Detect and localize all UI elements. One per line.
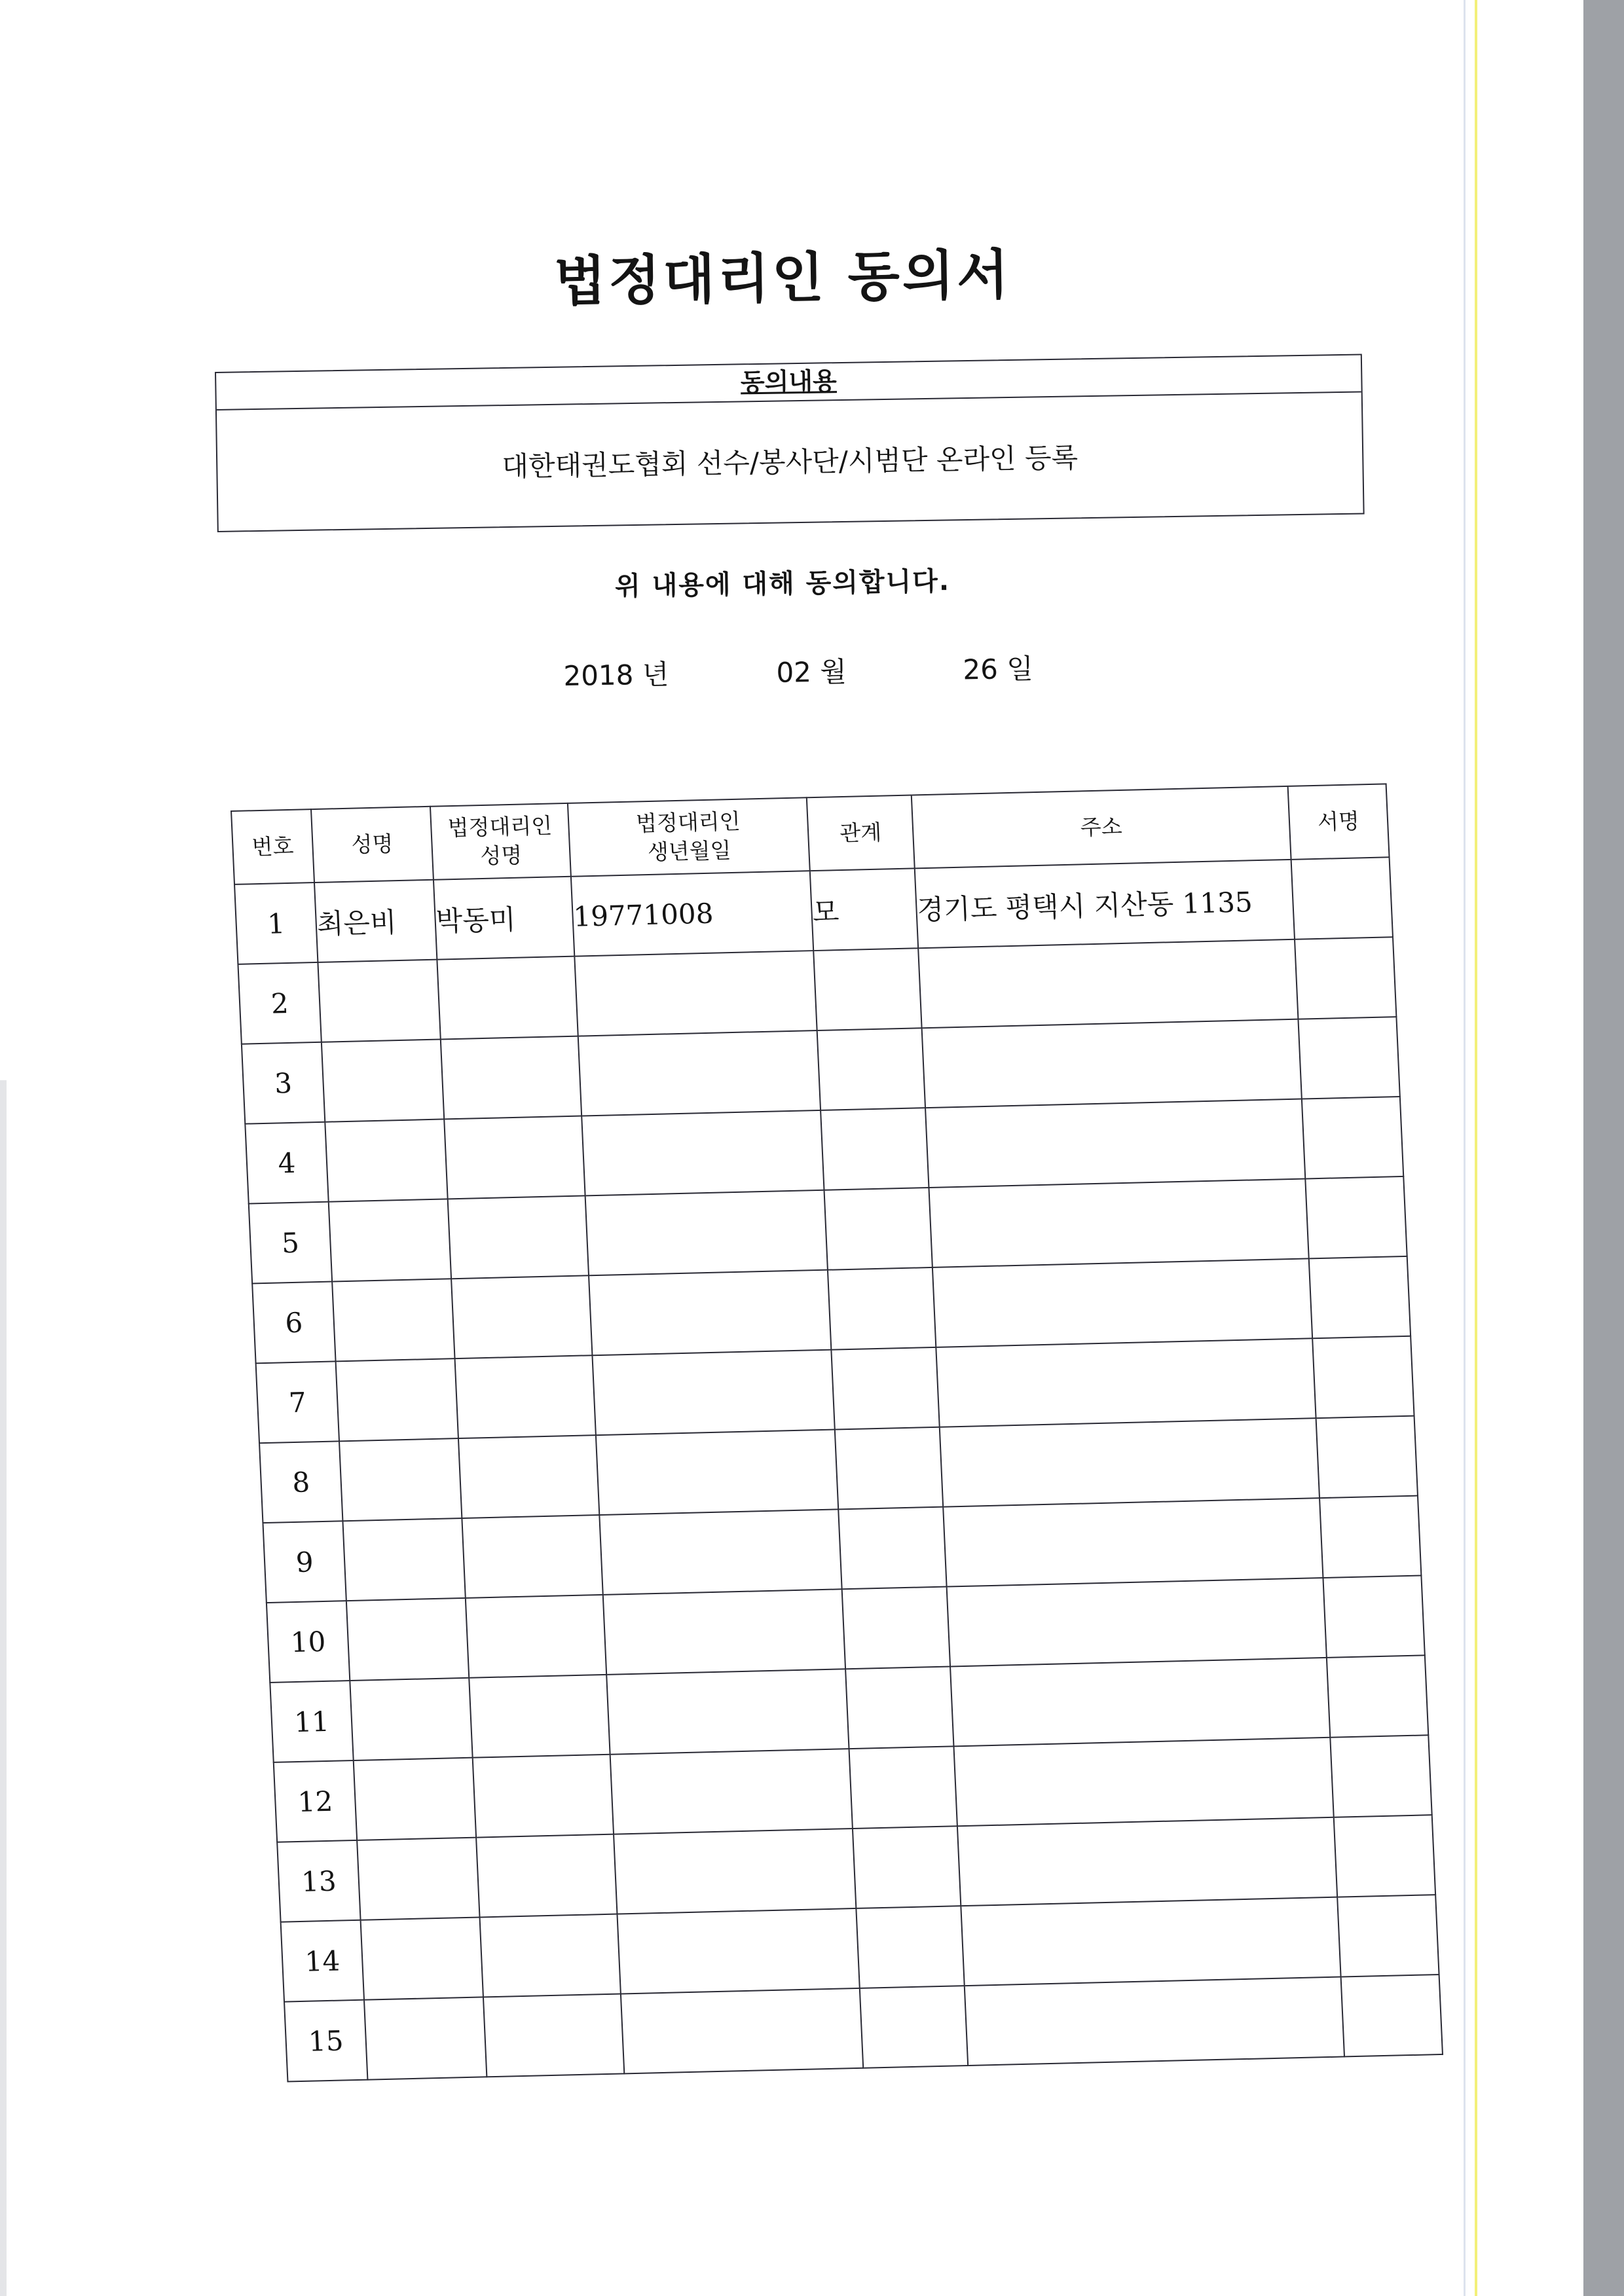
name-cell <box>342 1518 465 1601</box>
header-guardian-name-line1: 법정대리인 <box>447 812 553 841</box>
signature-cell <box>1295 937 1396 1019</box>
name-cell <box>350 1678 472 1760</box>
guardian-name-cell <box>444 1116 585 1199</box>
address-cell <box>925 1099 1305 1188</box>
guardian-birth-cell <box>589 1270 831 1356</box>
header-signature: 서명 <box>1288 784 1390 859</box>
guardian-name-cell <box>441 1036 581 1120</box>
guardian-name-cell <box>437 957 578 1040</box>
guardian-roster-table <box>231 783 1443 2082</box>
signature-cell <box>1316 1416 1418 1498</box>
guardian-name-cell <box>455 1355 596 1438</box>
relation-cell <box>845 1666 953 1749</box>
guardian-name-cell: 박동미 <box>434 877 574 960</box>
relation-cell <box>842 1587 950 1669</box>
guardian-name-cell <box>462 1515 602 1598</box>
guardian-birth-cell <box>585 1190 828 1276</box>
agree-statement: 위 내용에 대해 동의합니다. <box>614 566 951 602</box>
scan-edge-right <box>1583 0 1624 2296</box>
guardian-birth-cell <box>614 1829 856 1914</box>
guardian-birth-cell <box>581 1110 824 1196</box>
address-cell <box>943 1498 1323 1586</box>
name-cell <box>325 1119 447 1201</box>
date-day-value: 26 <box>963 653 999 686</box>
signature-cell <box>1302 1097 1403 1178</box>
name-cell <box>329 1199 451 1281</box>
address-cell <box>929 1178 1308 1267</box>
address-cell <box>918 939 1298 1028</box>
relation-cell <box>831 1347 939 1430</box>
guardian-birth-cell <box>596 1430 838 1516</box>
signature-cell <box>1334 1815 1435 1897</box>
guardian-name-cell <box>473 1755 614 1838</box>
guardian-name-cell <box>483 1994 624 2077</box>
row-number-cell: 7 <box>256 1361 339 1443</box>
relation-cell <box>828 1267 936 1350</box>
guardian-name-cell <box>451 1275 592 1358</box>
signature-cell <box>1337 1895 1439 1977</box>
relation-cell <box>853 1826 961 1908</box>
date-day-unit: 일 <box>1006 652 1034 685</box>
date-year <box>563 653 669 694</box>
header-relation: 관계 <box>807 795 915 871</box>
name-cell <box>336 1358 458 1441</box>
date-month <box>776 650 847 691</box>
guardian-birth-cell <box>603 1589 845 1675</box>
row-number-cell: 11 <box>270 1681 353 1762</box>
name-cell <box>354 1758 476 1840</box>
guardian-birth-cell <box>610 1749 853 1834</box>
signature-cell <box>1341 1975 1443 2056</box>
name-cell <box>364 1997 487 2079</box>
guardian-name-cell <box>458 1435 599 1518</box>
scan-fold-line <box>1464 0 1466 2296</box>
header-guardian-birth <box>568 797 810 877</box>
row-number-cell: 14 <box>281 1920 364 2002</box>
relation-cell <box>817 1028 925 1110</box>
guardian-name-cell <box>476 1834 617 1918</box>
relation-cell <box>849 1746 957 1829</box>
date-month-value: 02 <box>776 656 812 689</box>
header-guardian-birth-line2: 생년월일 <box>647 837 732 865</box>
address-cell <box>940 1418 1320 1506</box>
consent-body: 대한태권도협회 선수/봉사단/시범단 온라인 등록 <box>502 441 1079 483</box>
address-cell <box>961 1897 1340 1986</box>
relation-cell <box>835 1427 943 1510</box>
signature-cell <box>1309 1256 1411 1338</box>
guardian-birth-cell <box>617 1908 859 1994</box>
guardian-birth-cell: 19771008 <box>571 871 813 957</box>
relation-cell <box>821 1108 929 1190</box>
relation-cell <box>838 1507 946 1590</box>
name-cell <box>332 1279 454 1361</box>
address-cell <box>947 1578 1327 1666</box>
address-cell <box>936 1338 1316 1427</box>
signature-cell <box>1323 1575 1424 1657</box>
relation-cell <box>824 1188 932 1270</box>
row-number-cell: 8 <box>259 1441 342 1523</box>
table-body <box>234 857 1443 2081</box>
address-cell <box>932 1258 1312 1347</box>
scan-edge-left <box>0 1080 7 2296</box>
relation-cell <box>860 1986 968 2068</box>
name-cell <box>322 1040 444 1122</box>
address-cell <box>965 1977 1344 2066</box>
date-line <box>563 647 1061 694</box>
row-number-cell: 13 <box>277 1840 360 1922</box>
address-cell <box>957 1817 1337 1906</box>
scan-highlight-line <box>1475 0 1477 2296</box>
address-cell <box>953 1738 1333 1826</box>
signature-cell <box>1330 1735 1431 1817</box>
header-address: 주소 <box>912 786 1291 868</box>
guardian-birth-cell <box>599 1509 841 1595</box>
row-number-cell: 5 <box>249 1202 332 1284</box>
row-number-cell: 15 <box>284 2000 367 2082</box>
row-number-cell: 9 <box>263 1521 346 1603</box>
guardian-birth-cell <box>592 1350 834 1436</box>
row-number-cell: 12 <box>274 1760 357 1842</box>
row-number-cell: 2 <box>238 962 321 1044</box>
guardian-name-cell <box>466 1595 606 1678</box>
guardian-birth-cell <box>606 1669 849 1755</box>
signature-cell <box>1312 1336 1414 1418</box>
name-cell <box>339 1438 462 1521</box>
relation-cell <box>813 948 921 1030</box>
relation-cell: 모 <box>810 868 918 951</box>
date-month-unit: 월 <box>819 655 847 688</box>
row-number-cell: 6 <box>252 1282 335 1364</box>
signature-cell <box>1320 1496 1421 1578</box>
name-cell <box>318 960 440 1042</box>
address-cell: 경기도 평택시 지산동 1135 <box>915 860 1295 948</box>
date-year-unit: 년 <box>642 658 669 691</box>
date-day <box>963 647 1033 688</box>
signature-cell <box>1298 1017 1399 1099</box>
address-cell <box>950 1658 1330 1746</box>
signature-cell <box>1305 1176 1407 1258</box>
guardian-birth-cell <box>621 1988 863 2074</box>
guardian-birth-cell <box>574 951 817 1036</box>
guardian-name-cell <box>480 1914 621 1997</box>
name-cell <box>361 1918 483 2000</box>
name-cell <box>357 1838 479 1920</box>
consent-box <box>215 354 1365 532</box>
address-cell <box>922 1019 1302 1108</box>
row-number-cell: 3 <box>242 1042 325 1124</box>
header-no: 번호 <box>231 809 314 884</box>
guardian-name-cell <box>469 1675 610 1758</box>
name-cell: 최은비 <box>314 880 437 962</box>
signature-cell <box>1291 857 1393 939</box>
row-number-cell: 4 <box>245 1122 328 1204</box>
date-year-value: 2018 <box>563 659 634 692</box>
name-cell <box>346 1598 469 1681</box>
row-number-cell: 10 <box>267 1601 350 1683</box>
header-guardian-name-line2: 성명 <box>479 842 523 869</box>
consent-header: 동의내용 <box>216 355 1361 410</box>
guardian-name-cell <box>448 1195 589 1279</box>
guardian-birth-cell <box>578 1030 821 1116</box>
row-number-cell: 1 <box>234 883 318 964</box>
header-guardian-name <box>430 803 571 880</box>
signature-cell <box>1327 1655 1428 1737</box>
document-title: 법정대리인 동의서 <box>553 244 1012 314</box>
relation-cell <box>856 1906 964 1988</box>
header-guardian-birth-line1: 법정대리인 <box>635 808 741 837</box>
header-name: 성명 <box>311 807 434 883</box>
